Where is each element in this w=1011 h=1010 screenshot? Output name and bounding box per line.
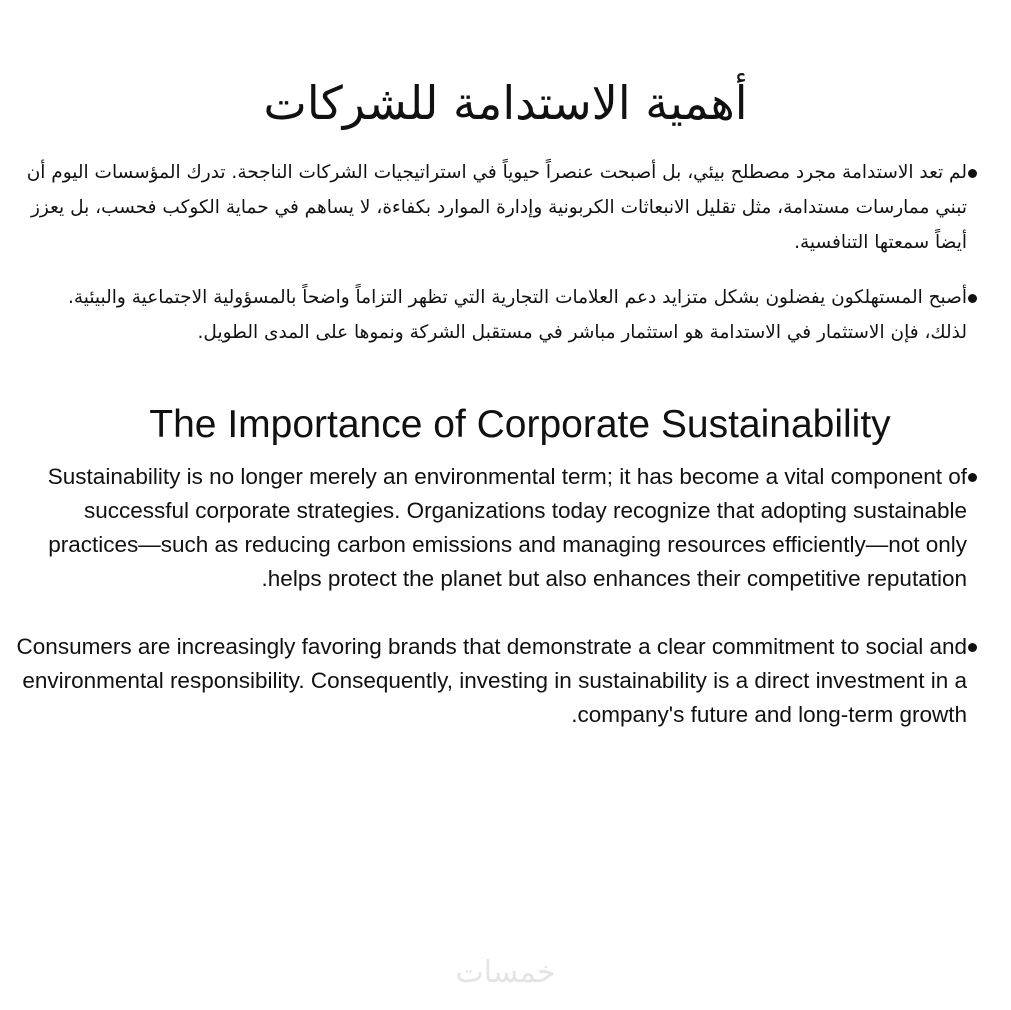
english-title: The Importance of Corporate Sustainability [149,403,891,446]
english-paragraph-text: Consumers are increasingly favoring brands that demonstrate a clear commitment to social and environmental responsibility. Consequently, investing in sustainability is a direct investment in a company's future and long-term growth. [16,634,967,727]
arabic-paragraph-text: لم تعد الاستدامة مجرد مصطلح بيئي، بل أصبحت عنصراً حيوياً في استراتيجيات الشركات الناجحة. تدرك المؤسسات اليوم أن تبني ممارسات مستدامة، مثل تقليل الانبعاثات الكربونية وإدارة الموارد بكفاءة، لا يساهم في حماية الكوكب فحسب، بل يعزز أيضاً سمعتها التنافسية. [26,162,967,253]
english-paragraph-1 [0,460,1011,596]
english-paragraph-text: Sustainability is no longer merely an environmental term; it has become a vital component of successful corporate strategies. Organizations today recognize that adopting sustainable practices—such as reducing carbon emissions and managing resources efficiently—not only helps protect the planet but also enhances their competitive reputation. [47,464,967,591]
arabic-bullet-list [0,155,1011,350]
arabic-paragraph-2 [0,280,1011,350]
english-bullet-list [0,460,1011,732]
watermark-logo: خمسات [455,955,556,990]
arabic-title: أهمية الاستدامة للشركات [263,76,748,130]
arabic-paragraph-1 [0,155,1011,260]
english-paragraph-2 [0,630,1011,732]
arabic-paragraph-text: أصبح المستهلكون يفضلون بشكل متزايد دعم العلامات التجارية التي تظهر التزاماً واضحاً بالمسؤولية الاجتماعية والبيئية. لذلك، فإن الاستثمار في الاستدامة هو استثمار مباشر في مستقبل الشركة ونموها على المدى الطويل. [67,287,967,343]
